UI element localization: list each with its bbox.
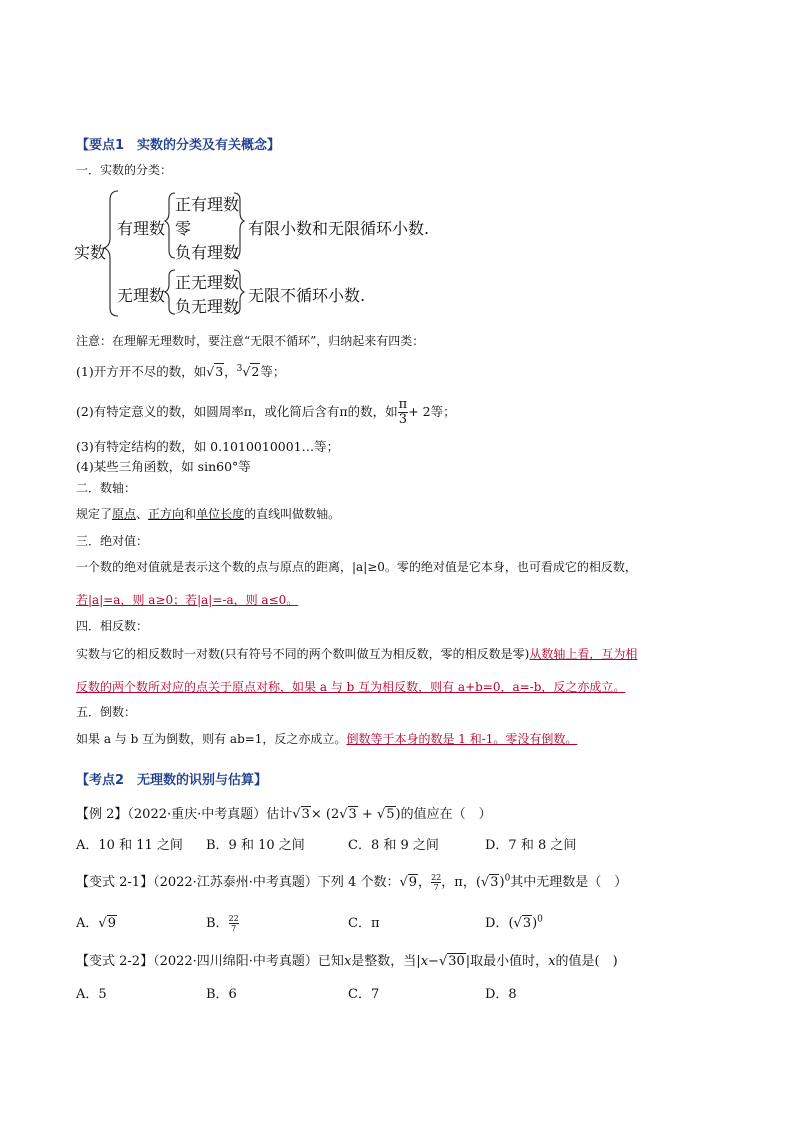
tree-irrational-desc: 无限不循环小数. bbox=[248, 286, 366, 305]
part4-label: 四．相反数： bbox=[76, 619, 149, 633]
tree-rational: 有理数 bbox=[117, 219, 166, 238]
recip-black: 如果 a 与 b 互为倒数，则有 ab=1，反之亦成立。 bbox=[76, 732, 347, 746]
abs-expression: |x−√30| bbox=[416, 954, 471, 969]
example2-option-b[interactable]: B．9 和 10 之间 bbox=[206, 838, 305, 853]
variant21-option-b[interactable]: B． $\frac{22}{7}$ bbox=[206, 914, 239, 933]
section2-heading: 【考点2 无理数的识别与估算】 bbox=[76, 773, 268, 788]
recip-red: 倒数等于本身的数是 1 和-1。零没有倒数。 bbox=[346, 732, 578, 746]
tree-neg-irrational: 负无理数 bbox=[175, 297, 240, 316]
example2-option-d[interactable]: D．7 和 8 之间 bbox=[485, 838, 577, 853]
term-direction: 正方向 bbox=[148, 507, 185, 521]
variant21-question: 【变式 2-1】（2022·江苏泰州·中考真题）下列 4 个数：√9， $\frac{22}{7}$ ，π，$(√3)^0$其中无理数是（ ） bbox=[76, 873, 628, 892]
variant22-option-a[interactable]: A．5 bbox=[76, 987, 107, 1002]
example2-option-c[interactable]: C．8 和 9 之间 bbox=[348, 838, 439, 853]
part1-label: 一．实数的分类： bbox=[76, 163, 173, 177]
sqrt-5: √5 bbox=[376, 807, 395, 822]
type4-line: (4)某些三角函数，如 sin60°等 bbox=[76, 459, 251, 474]
type1-suffix: 等； bbox=[260, 364, 286, 379]
variant21-option-a[interactable]: A．√9 bbox=[76, 916, 116, 931]
opp-line1-red: 从数轴上看，互为相 bbox=[529, 647, 638, 661]
type3-line: (3)有特定结构的数，如 0.1010010001…等； bbox=[76, 439, 340, 454]
type1-prefix: (1)开方开不尽的数，如 bbox=[76, 364, 207, 379]
tree-pos-rational: 正有理数 bbox=[175, 195, 240, 214]
variant21-option-c[interactable]: C．π bbox=[348, 916, 380, 931]
part3-label: 三．绝对值： bbox=[76, 534, 149, 548]
opp-line1-black: 实数与它的相反数时一对数(只有符号不同的两个数叫做互为相反数，零的相反数是零) bbox=[76, 647, 530, 661]
term-unit-length: 单位长度 bbox=[196, 507, 245, 521]
sqrt-3: √3 bbox=[206, 364, 224, 379]
sqrt-9: √9 bbox=[399, 875, 418, 890]
opp-line1 bbox=[76, 645, 637, 662]
tree-pos-irrational: 正无理数 bbox=[175, 273, 240, 292]
abs-line2: 若|a|=a，则 a≥0；若|a|=-a，则 a≤0。 bbox=[76, 593, 299, 607]
variant22-option-c[interactable]: C．7 bbox=[348, 987, 380, 1002]
type2-suffix: 等； bbox=[430, 404, 456, 419]
part2-label: 二．数轴： bbox=[76, 481, 137, 495]
example2-label: 【例 2】 bbox=[76, 807, 128, 822]
section1-heading: 【要点1 实数的分类及有关概念】 bbox=[76, 138, 281, 153]
tree-root-real: 实数 bbox=[74, 243, 107, 262]
sqrt-3-a: √3 bbox=[292, 807, 310, 822]
tree-irrational: 无理数 bbox=[117, 286, 166, 305]
variant21-option-d[interactable]: D．$(√3)^0$ bbox=[485, 914, 543, 931]
pi-symbol: π bbox=[454, 875, 463, 890]
axis-definition: 规定了原点、正方向和单位长度的直线叫做数轴。 bbox=[76, 507, 341, 521]
type1-sep: ， bbox=[224, 364, 237, 379]
variant21-source: （2022·江苏泰州·中考真题）下列 4 个数： bbox=[153, 875, 400, 890]
pi-over-3-fraction: $\frac{\pi}{3}$ bbox=[398, 397, 408, 427]
tree-rational-desc: 有限小数和无限循环小数. bbox=[248, 219, 430, 238]
term-origin: 原点 bbox=[112, 507, 137, 521]
example2-source: （2022·重庆·中考真题）估计 bbox=[127, 807, 293, 822]
variant22-source: （2022·四川绵阳·中考真题）已知 bbox=[153, 954, 344, 969]
variant22-question: 【变式 2-2】（2022·四川绵阳·中考真题）已知x是整数，当|x−√30|取最小值时，x的值是( ) bbox=[76, 954, 618, 969]
example2-option-a[interactable]: A．10 和 11 之间 bbox=[76, 838, 183, 853]
tree-neg-rational: 负有理数 bbox=[175, 243, 240, 262]
example2-question: 【例 2】（2022·重庆·中考真题）估计√3× (2√3 + √5)的值应在（ ） bbox=[76, 807, 492, 822]
note-line: 注意：在理解无理数时，要注意“无限不循环”，归纳起来有四类： bbox=[76, 334, 425, 348]
fraction-22-7: $\frac{22}{7}$ bbox=[431, 873, 442, 892]
part5-label: 五．倒数： bbox=[76, 705, 137, 719]
cbrt-2: $^3$√2 bbox=[236, 363, 260, 379]
variant22-label: 【变式 2-2】 bbox=[76, 954, 154, 969]
sqrt-3-b: √3 bbox=[339, 807, 357, 822]
type1-line bbox=[76, 362, 285, 380]
type2-line bbox=[76, 398, 456, 427]
variant22-option-d[interactable]: D．8 bbox=[485, 987, 517, 1002]
variant22-option-b[interactable]: B．6 bbox=[206, 987, 237, 1002]
recip-line bbox=[76, 730, 577, 747]
abs-line1: 一个数的绝对值就是表示这个数的点与原点的距离，|a|≥0。零的绝对值是它本身，也可看成它的相反数， bbox=[76, 560, 637, 574]
type2-prefix: (2)有特定意义的数，如圆周率π，或化简后含有π的数，如 bbox=[76, 404, 398, 419]
type2-plus: + 2 bbox=[408, 404, 431, 419]
variant21-label: 【变式 2-1】 bbox=[76, 875, 154, 890]
opp-line2: 反数的两个数所对应的点关于原点对称，如果 a 与 b 互为相反数，则有 a+b=0，a=-b，反之亦成立。 bbox=[76, 680, 626, 694]
tree-zero: 零 bbox=[175, 219, 192, 238]
sqrt3-power0: $(√3)^0$ bbox=[475, 873, 511, 890]
